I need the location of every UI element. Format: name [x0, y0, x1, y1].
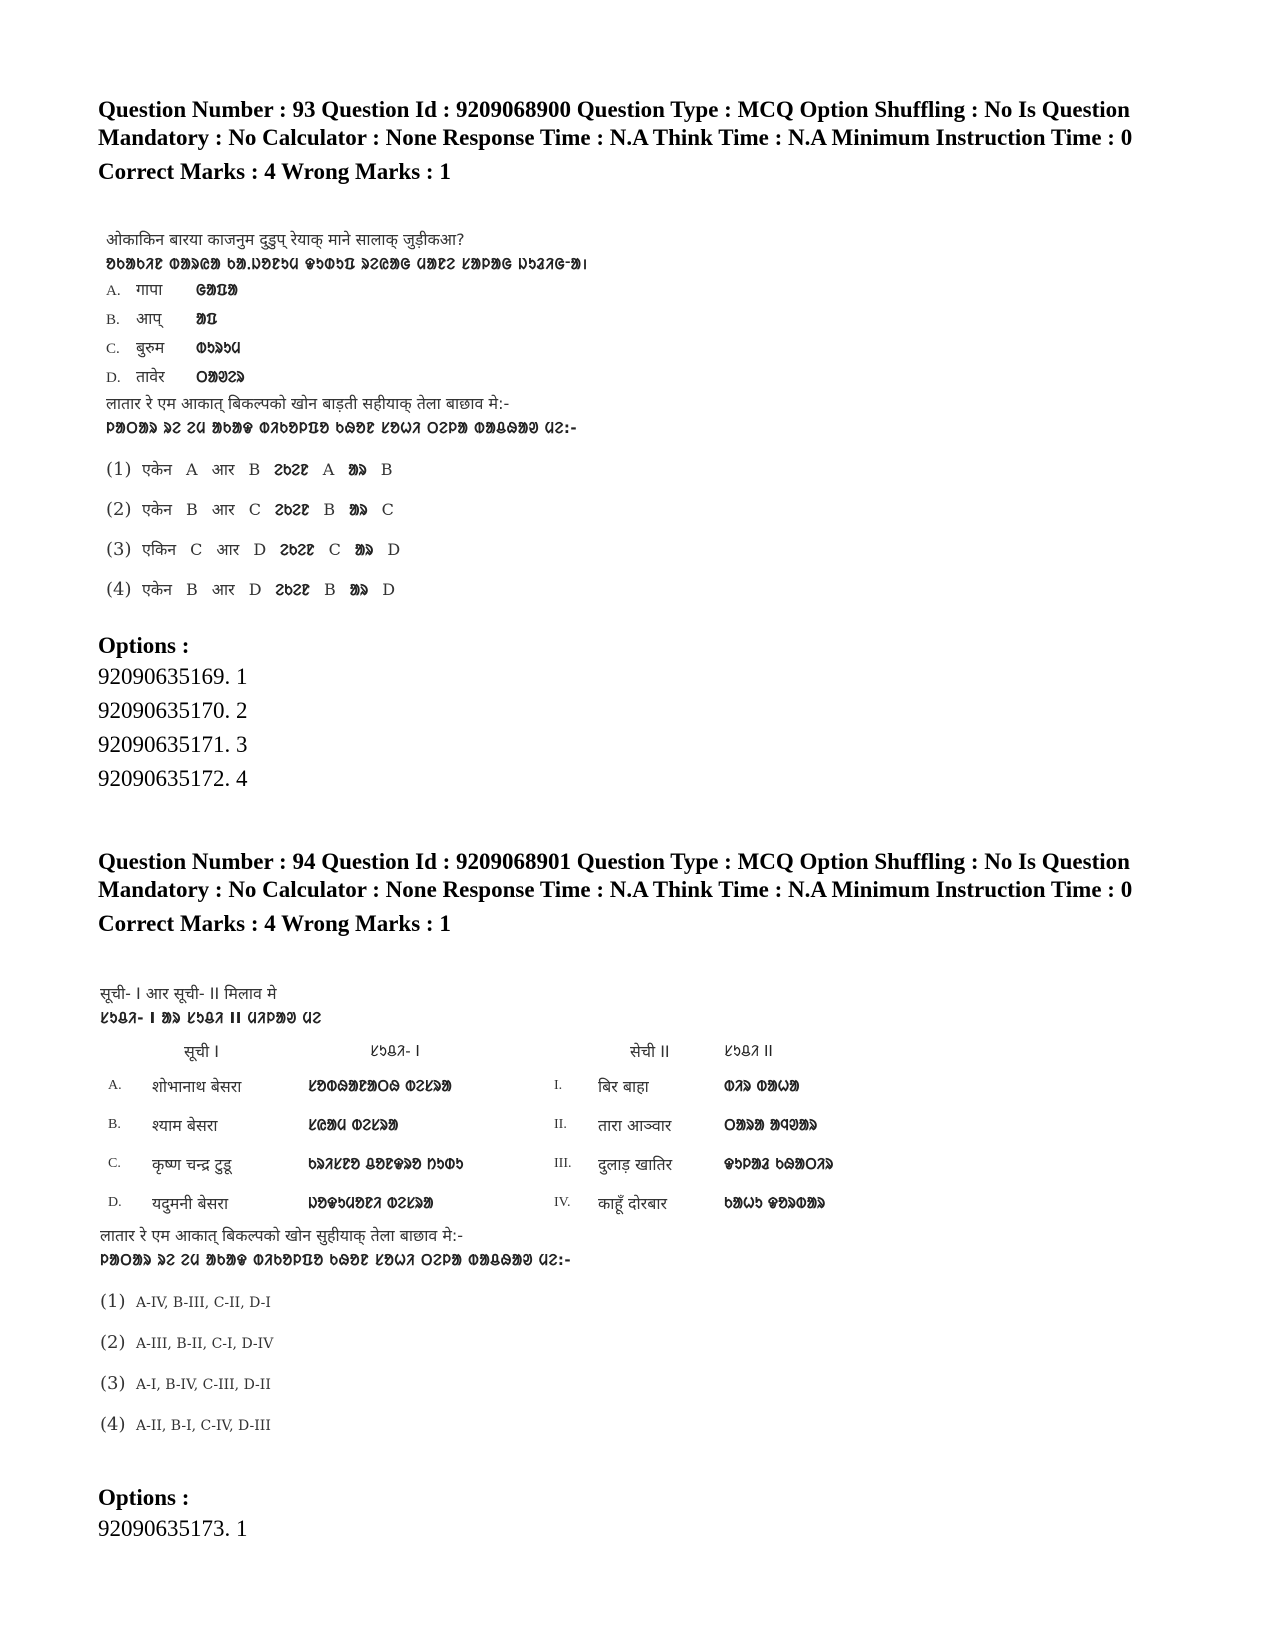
question-93-image — [106, 228, 666, 610]
question-93-item-a: A. गापा ᱜᱟᱯᱟ — [106, 280, 238, 299]
question-94-option-1: 92090635173. 1 — [98, 1516, 248, 1541]
question-94-answer-4: (4) A-II, B-I, C-IV, D-III — [100, 1414, 271, 1435]
question-93-instruction-devanagari: लातार रे एम आकात् बिकल्पको खोन बाड़ती सहीयाक् तेला बाछाव मे:- — [106, 394, 510, 413]
question-93-options-label: Options : — [98, 633, 190, 658]
column-list-2-olchiki: ᱥᱩᱪᱤ II — [724, 1042, 773, 1060]
match-row-d: D. यदुमनी बेसरा ᱡᱚᱫᱩᱢᱚᱱᱤ ᱵᱮᱥᱨᱟ IV. काहूँ दोरबार ᱠᱟᱦᱩ ᱫᱚᱨᱵᱟᱨ — [108, 1193, 826, 1213]
question-93-option-2: 92090635170. 2 — [98, 698, 248, 723]
question-93-item-d: D. तावेर ᱛᱟᱣᱮᱨ — [106, 367, 245, 386]
question-93-answer-3: (3) एकिन C आर D ᱮᱠᱮᱱ C ᱟᱨ D — [106, 539, 401, 560]
question-94-marks: Correct Marks : 4 Wrong Marks : 1 — [98, 911, 451, 936]
question-94-answer-1: (1) A-IV, B-III, C-II, D-I — [100, 1291, 271, 1312]
question-94-instruction-olchiki: ᱞᱟᱛᱟᱨ ᱨᱮ ᱮᱢ ᱟᱠᱟᱫ ᱵᱤᱠᱚᱞᱯᱚ ᱠᱷᱚᱱ ᱥᱚᱦᱤ ᱛᱮᱞᱟ ᱵᱟᱪᱷᱟᱣ ᱢᱮ:- — [100, 1251, 572, 1269]
question-93-option-3: 92090635171. 3 — [98, 732, 248, 757]
question-94-stem-olchiki: ᱥᱩᱪᱤ- I ᱟᱨ ᱥᱩᱪᱤ II ᱢᱤᱞᱟᱣ ᱢᱮ — [100, 1009, 322, 1027]
question-93-header-block — [98, 96, 1178, 186]
column-list-2-dev: सेची II — [630, 1042, 670, 1061]
question-93-answer-1: (1) एकेन A आर B ᱮᱠᱮᱱ A ᱟᱨ B — [106, 459, 393, 480]
question-94-answer-2: (2) A-III, B-II, C-I, D-IV — [100, 1332, 274, 1353]
question-94-options — [98, 1484, 1178, 1546]
match-row-c: C. कृष्ण चन्द्र टुडू ᱠᱨᱤᱥᱱᱚ ᱪᱚᱱᱫᱨᱚ ᱴᱩᱰᱩ III. दुलाड़ खातिर ᱫᱩᱞᱟᱲ ᱠᱷᱟᱛᱤᱨ — [108, 1154, 834, 1174]
match-table-header — [100, 1036, 841, 1066]
question-93-meta: Question Number : 93 Question Id : 9209068900 Question Type : MCQ Option Shuffling : No Is Question Mandatory : No Calculator : None Response Time : N.A Think Time : N.A Minimum Instruction Time : 0 — [98, 97, 1133, 150]
question-94-meta: Question Number : 94 Question Id : 9209068901 Question Type : MCQ Option Shuffling : No Is Question Mandatory : No Calculator : None Response Time : N.A Think Time : N.A Minimum Instruction Time : 0 — [98, 849, 1133, 902]
question-93-instruction-olchiki: ᱞᱟᱛᱟᱨ ᱨᱮ ᱮᱢ ᱟᱠᱟᱫ ᱵᱤᱠᱚᱞᱯᱚ ᱠᱷᱚᱱ ᱥᱚᱦᱤ ᱛᱮᱞᱟ ᱵᱟᱪᱷᱟᱣ ᱢᱮ:- — [106, 419, 578, 437]
question-94-options-label: Options : — [98, 1485, 190, 1510]
column-list-1-olchiki: ᱥᱩᱪᱤ- I — [370, 1042, 420, 1060]
question-93-stem-olchiki: ᱚᱠᱟᱠᱤᱱ ᱵᱟᱨᱭᱟ ᱠᱟᱹᱡᱚᱱᱩᱢ ᱫᱩᱰᱩᱯ ᱨᱮᱭᱟᱜ ᱢᱟᱱᱮ ᱥᱟᱞᱟᱜ ᱡᱩᱲᱤᱜᱼᱟ। — [106, 255, 588, 273]
question-93-marks: Correct Marks : 4 Wrong Marks : 1 — [98, 159, 451, 184]
question-93-answer-2: (2) एकेन B आर C ᱮᱠᱮᱱ B ᱟᱨ C — [106, 499, 394, 520]
match-row-a: A. शोभानाथ बेसरा ᱥᱚᱵᱷᱟᱱᱟᱛᱷ ᱵᱮᱥᱨᱟ I. बिर बाहा ᱵᱤᱨ ᱵᱟᱦᱟ — [108, 1076, 800, 1096]
column-list-1-dev: सूची I — [184, 1042, 219, 1061]
question-94-answer-3: (3) A-I, B-IV, C-III, D-II — [100, 1373, 271, 1394]
match-row-b: B. श्याम बेसरा ᱥᱭᱟᱢ ᱵᱮᱥᱨᱟ II. तारा आञ्वार ᱛᱟᱨᱟ ᱟᱧᱣᱟᱨ — [108, 1115, 818, 1135]
question-93-option-1: 92090635169. 1 — [98, 664, 248, 689]
question-93-answer-4: (4) एकेन B आर D ᱮᱠᱮᱱ B ᱟᱨ D — [106, 579, 396, 600]
question-93-stem-devanagari: ओकाकिन बारया काजनुम दुडुप् रेयाक् माने सालाक् जुड़ीकआ? — [106, 230, 465, 249]
question-94-image — [100, 982, 860, 1446]
question-93-item-c: C. बुरुम ᱵᱩᱨᱩᱢ — [106, 338, 241, 357]
question-94-instruction-devanagari: लातार रे एम आकात् बिकल्पको खोन सुहीयाक् तेला बाछाव मे:- — [100, 1226, 464, 1245]
question-93-item-b: B. आप् ᱟᱯ — [106, 309, 218, 328]
question-93-options — [98, 632, 1178, 796]
question-93-option-4: 92090635172. 4 — [98, 766, 248, 791]
match-table — [100, 1036, 841, 1222]
question-94-stem-devanagari: सूची- I आर सूची- II मिलाव मे — [100, 984, 277, 1003]
question-94-header-block — [98, 848, 1178, 938]
